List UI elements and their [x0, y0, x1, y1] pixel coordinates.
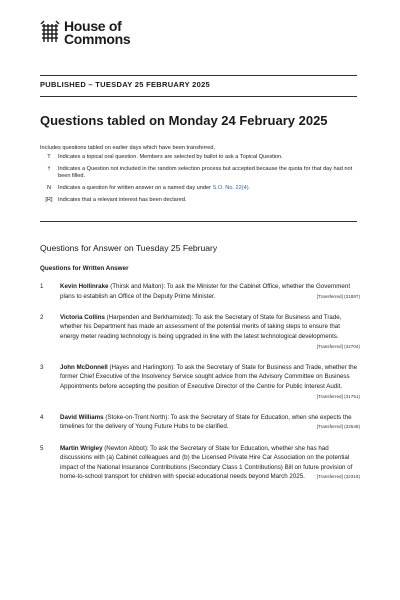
legend-row — [40, 154, 360, 161]
question-number: 5 — [40, 444, 44, 452]
legend-symbol: N — [46, 185, 52, 191]
question-body — [60, 444, 360, 482]
question-body — [60, 313, 360, 351]
question-reference: [Transferred] (31887) — [316, 293, 360, 299]
written-answer-subheading: Questions for Written Answer — [40, 265, 129, 272]
member-constituency: (Hayes and Harlington): — [107, 363, 177, 371]
section-heading: Questions for Answer on Tuesday 25 February — [40, 243, 218, 253]
question-body — [60, 363, 360, 401]
question-item — [40, 444, 360, 482]
question-item — [40, 313, 360, 351]
legend-symbol: † — [47, 166, 51, 172]
symbol-legend — [40, 154, 360, 209]
legend-row — [40, 185, 360, 192]
question-number: 2 — [40, 313, 44, 321]
question-text: To ask the Secretary of State for Education, when she expects the timelines for the delivery of Young Future Hubs to be clarified. — [60, 413, 352, 431]
member-constituency: (Stoke-on-Trent North): — [103, 413, 171, 421]
question-text: To ask the Minister for the Cabinet Office, whether the Government plans to establish an Office of the Deputy Prime Minister. — [60, 283, 351, 300]
logo-wordmark — [64, 20, 130, 46]
question-number: 3 — [40, 363, 44, 371]
question-reference: [Transferred] (32316) — [316, 474, 360, 480]
question-body — [60, 413, 360, 432]
member-name: Kevin Hollinrake — [60, 283, 109, 290]
intro-note: Includes questions tabled on earlier days which have been transferred. — [40, 145, 216, 151]
logo-line-1: House of — [64, 18, 122, 34]
question-text: To ask the Secretary of State for Business and Trade, whether the former Chief Executive of the Insolvency Service sought advice from the Advisory Committee on Business Appointments before accepting the position of Executive Director of the Centre for Public Interest Audit. — [60, 363, 358, 390]
legend-symbol: T — [47, 154, 51, 160]
published-date: PUBLISHED – TUESDAY 25 FEBRUARY 2025 — [40, 80, 211, 89]
header-divider — [40, 96, 357, 97]
house-of-commons-logo — [40, 20, 130, 50]
question-item — [40, 282, 360, 301]
question-body — [60, 282, 360, 301]
legend-divider — [40, 221, 357, 222]
legend-text: Indicates a question for written answer on a named day under — [58, 185, 213, 191]
legend-row — [40, 197, 360, 204]
member-name: David Williams — [60, 413, 104, 421]
member-name: Victoria Collins — [60, 313, 105, 321]
legend-text-wrapper — [58, 185, 360, 192]
standing-order-link[interactable]: S.O. No. 22(4). — [212, 185, 251, 191]
question-reference: [Transferred] (31751) — [316, 393, 360, 399]
page-title: Questions tabled on Monday 24 February 2025 — [40, 113, 328, 128]
question-number: 1 — [40, 283, 44, 290]
member-constituency: (Newton Abbot): — [102, 444, 151, 452]
member-constituency: (Harpenden and Berkhamsted): — [104, 313, 195, 321]
question-reference: [Transferred] (32548) — [316, 424, 360, 430]
member-name: John McDonnell — [60, 363, 108, 371]
question-item — [40, 413, 360, 432]
legend-text: Indicates a Question not included in the random selection process but accepted because the quota for that day had not been filled. — [58, 166, 353, 179]
question-item — [40, 363, 360, 401]
question-reference: [Transferred] (32704) — [316, 343, 360, 349]
member-constituency: (Thirsk and Malton): — [108, 283, 167, 290]
legend-row — [40, 166, 360, 180]
question-text: To ask the Secretary of State for Business and Trade, whether his Department has made an assessment of the potential merits of taking steps to ensure that energy meter reading technology is being upgraded in line with the latest technological developments. — [60, 313, 342, 340]
question-list — [40, 282, 360, 493]
legend-symbol: [R] — [45, 197, 53, 203]
logo-line-2: Commons — [64, 31, 131, 47]
question-number: 4 — [40, 413, 44, 421]
legend-text: Indicates that a relevant interest has been declared. — [58, 197, 187, 203]
member-name: Martin Wrigley — [60, 444, 103, 452]
portcullis-icon — [40, 20, 60, 44]
top-divider — [40, 75, 357, 76]
legend-text: Indicates a topical oral question. Members are selected by ballot to ask a Topical Question. — [58, 154, 283, 160]
question-text: To ask the Secretary of State for Education, whether she has had discussions with (a) Cabinet colleagues and (b) the Licensed Private Hire Car Association on the potential impact of the National Insurance Contributions (Secondary Class 1 Contributions) Bill on future provision of home-to-school transport for children with special educational needs beyond March 2025. — [60, 444, 353, 481]
